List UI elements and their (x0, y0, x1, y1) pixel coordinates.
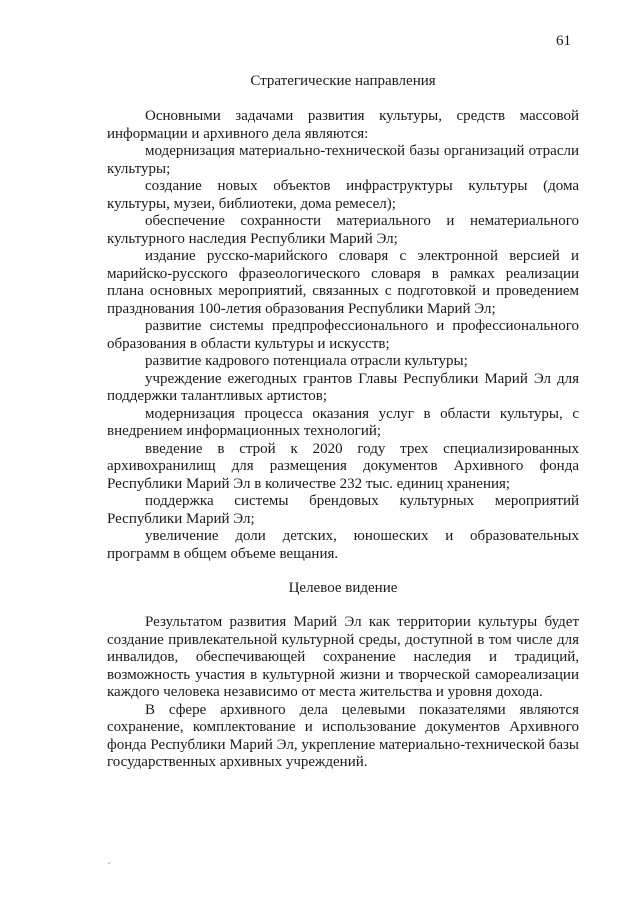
list-item-personnel-potential: развитие кадрового потенциала отрасли культуры; (145, 353, 468, 369)
section-heading-target-vision: Целевое видение (288, 580, 398, 596)
list-item-brand-events: поддержка системы брендовых культурных мероприятий Республики Марий Эл; (107, 493, 579, 527)
paragraph-culture-result: Результатом развития Марий Эл как территории культуры будет создание привлекательной культурной среды, доступной в том числе для инвалидов, обеспечивающей сохранение наследия и традиций, возможность участия в культурной жизни и творческой самореализации каждого человека независимо от места жительства и уровня дохода. (107, 614, 579, 700)
scan-speck (108, 862, 110, 864)
list-item-grants: учреждение ежегодных грантов Главы Республики Марий Эл для поддержки талантливых артистов; (107, 370, 579, 404)
list-item-education-system: развитие системы предпрофессионального и профессионального образования в области культуры и искусств; (107, 318, 579, 352)
section-heading-strategic-directions: Стратегические направления (250, 73, 436, 89)
list-item-heritage-preservation: обеспечение сохранности материального и нематериального культурного наследия Республики Марий Эл; (107, 213, 579, 247)
paragraph-archive-targets: В сфере архивного дела целевыми показателями являются сохранение, комплектование и использование документов Архивного фонда Республики Марий Эл, укрепление материально-технической базы государственных архивных учреждений. (107, 701, 579, 770)
section-strategic-directions (107, 108, 579, 563)
list-item-service-modernization: модернизация процесса оказания услуг в области культуры, с внедрением информационных технологий; (107, 405, 579, 439)
page-number: 61 (556, 33, 571, 49)
list-item-archive-storage: введение в строй к 2020 году трех специализированных архивохранилищ для размещения документов Архивного фонда Республики Марий Эл в количестве 232 тыс. единиц хранения; (107, 440, 579, 492)
list-item-new-infrastructure: создание новых объектов инфраструктуры культуры (дома культуры, музеи, библиотеки, дома ремесел); (107, 178, 579, 212)
list-item-modernization-base: модернизация материально-технической базы организаций отрасли культуры; (107, 143, 579, 177)
list-item-dictionary-publication: издание русско-марийского словаря с электронной версией и марийско-русского фразеологического словаря в рамках реализации плана основных мероприятий, связанных с подготовкой и проведением празднования 100-летия образования Республики Марий Эл; (107, 248, 579, 317)
section-target-vision (107, 614, 579, 772)
list-item-broadcast-share: увеличение доли детских, юношеских и образовательных программ в общем объеме вещания. (107, 528, 579, 562)
paragraph-intro: Основными задачами развития культуры, средств массовой информации и архивного дела являются: (107, 108, 579, 142)
